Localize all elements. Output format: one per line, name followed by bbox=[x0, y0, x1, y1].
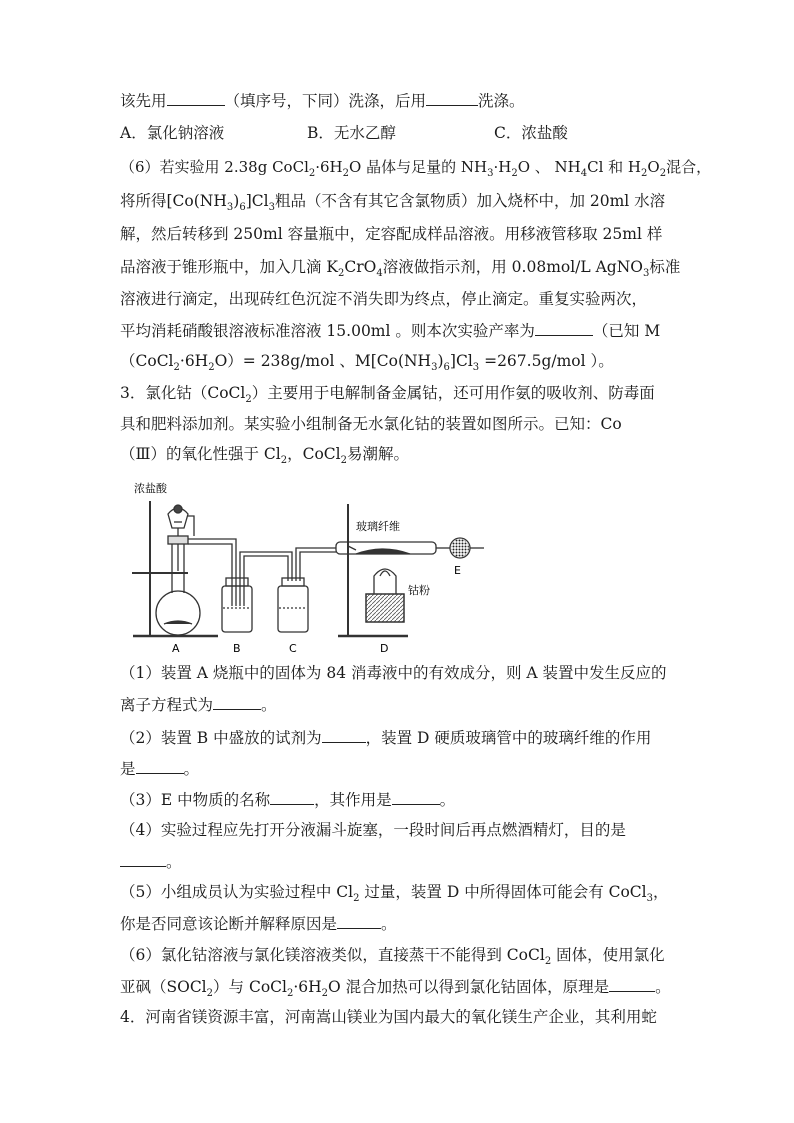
text-line: 亚砜（SOCl$_2$）与 $CoCl_2\cdot 6H_2O$ 混合加热可以得到氯化钴固体，原理是 。 bbox=[120, 975, 671, 1005]
answer-blank[interactable] bbox=[322, 726, 366, 743]
text-line: （6）氯化钴溶液与氯化镁溶液类似，直接蒸干不能得到 CoCl$_2$ 固体，使用氯化 bbox=[120, 946, 665, 968]
funnel-stopper bbox=[174, 505, 182, 513]
text-line: （4）实验过程应先打开分液漏斗旋塞，一段时间后再点燃酒精灯，目的是 bbox=[120, 821, 626, 839]
label-hcl: 浓盐酸 bbox=[134, 482, 167, 495]
option-b: B．无水乙醇 bbox=[307, 124, 396, 142]
answer-blank[interactable] bbox=[426, 89, 478, 106]
label-e: E bbox=[454, 564, 461, 577]
text-line: 离子方程式为 。 bbox=[120, 693, 277, 716]
label-glass-fiber: 玻璃纤维 bbox=[356, 520, 400, 533]
text-line: 4．河南省镁资源丰富，河南嵩山镁业为国内最大的氧化镁生产企业，其利用蛇 bbox=[120, 1008, 657, 1026]
text-line: 平均消耗硝酸银溶液标准溶液 15.00ml 。则本次实验产率为 （已知 M bbox=[120, 319, 660, 342]
answer-blank[interactable] bbox=[609, 975, 655, 992]
text-line: 该先用 （填序号，下同）洗涤，后用 洗涤。 bbox=[120, 89, 525, 112]
text-line: （6）若实验用 2.38g $CoCl_2\cdot 6H_2O$ 晶体与足量的 $NH_3\cdot H_2O$ 、 $NH_4Cl$ 和 $H_2O_2$混合， bbox=[120, 158, 712, 179]
text-line: 。 bbox=[120, 850, 182, 873]
text-line: 是 。 bbox=[120, 757, 199, 780]
answer-blank[interactable] bbox=[167, 89, 225, 106]
answer-blank[interactable] bbox=[337, 912, 381, 929]
round-bottom-flask bbox=[156, 591, 200, 635]
label-a: A bbox=[172, 642, 180, 655]
option-c: C．浓盐酸 bbox=[494, 124, 568, 142]
text-line: $(CoCl_2\cdot 6H_2O)= 238g/mol$ 、$M[Co(NH_3)_6]Cl_3 =267.5g/mol$ ）。 bbox=[120, 352, 614, 374]
text-line: 将所得$[Co(NH_3)_6]Cl_3$粗品（不含有其它含氯物质）加入烧杯中，加 20ml 水溶 bbox=[120, 192, 666, 214]
text-line: 3．氯化钴（CoCl$_2$）主要用于电解制备金属钴，还可用作氨的吸收剂、防毒面 bbox=[120, 384, 655, 406]
apparatus-diagram bbox=[128, 476, 500, 656]
text-line: 品溶液于锥形瓶中，加入几滴 $K_2CrO_4$溶液做指示剂，用 0.08mol/L AgNO$_3$标准 bbox=[120, 258, 681, 280]
text-line: （Ⅲ）的氧化性强于 $Cl_2$，CoCl$_2$易潮解。 bbox=[120, 445, 409, 467]
answer-blank[interactable] bbox=[392, 788, 440, 805]
text-line: （5）小组成员认为实验过程中 $Cl_2$ 过量，装置 D 中所得固体可能会有 CoCl$_3$， bbox=[120, 883, 669, 905]
answer-blank[interactable] bbox=[213, 693, 261, 710]
answer-blank[interactable] bbox=[535, 319, 593, 336]
answer-blank[interactable] bbox=[120, 850, 166, 867]
text-line: （3）E 中物质的名称 ，其作用是 。 bbox=[120, 788, 455, 811]
label-b: B bbox=[233, 642, 241, 655]
bottle-c bbox=[278, 586, 308, 632]
option-a: A．氯化钠溶液 bbox=[120, 124, 225, 142]
label-d: D bbox=[380, 642, 389, 655]
answer-blank[interactable] bbox=[270, 788, 314, 805]
text-line: （2）装置 B 中盛放的试剂为 ，装置 D 硬质玻璃管中的玻璃纤维的作用 bbox=[120, 726, 651, 749]
label-cobalt-powder: 钴粉 bbox=[408, 584, 430, 597]
text-line: 溶液进行滴定，出现砖红色沉淀不消失即为终点，停止滴定。重复实验两次， bbox=[120, 290, 648, 308]
text-line: 解，然后转移到 250ml 容量瓶中，定容配成样品溶液。用移液管移取 25ml 样 bbox=[120, 225, 663, 243]
text-line: 你是否同意该论断并解释原因是 。 bbox=[120, 912, 397, 935]
bottle-b bbox=[222, 586, 252, 632]
text-line: 具和肥料添加剂。某实验小组制备无水氯化钴的装置如图所示。已知：Co bbox=[120, 415, 622, 433]
answer-blank[interactable] bbox=[136, 757, 184, 774]
text-line: （1）装置 A 烧瓶中的固体为 84 消毒液中的有效成分，则 A 装置中发生反应的 bbox=[120, 664, 667, 682]
label-c: C bbox=[289, 642, 297, 655]
